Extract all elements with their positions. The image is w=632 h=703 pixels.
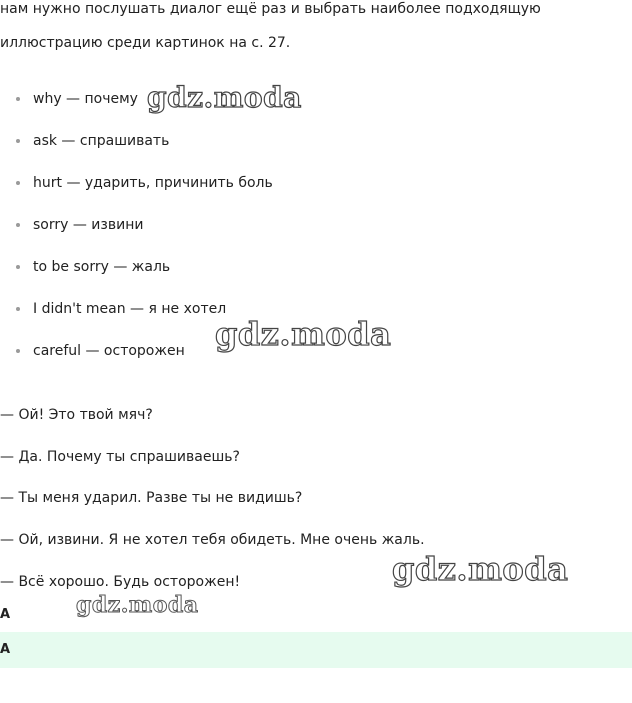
vocab-entry: hurt — ударить, причинить боль xyxy=(33,175,273,191)
bullet-icon xyxy=(16,139,20,143)
bullet-icon xyxy=(16,181,20,185)
vocab-entry: I didn't mean — я не хотел xyxy=(33,301,227,317)
dialog-line: — Ой, извини. Я не хотел тебя обидеть. Мне очень жаль. xyxy=(0,532,425,549)
bullet-icon xyxy=(16,349,20,353)
vocab-entry: why — почему xyxy=(33,91,138,107)
bullet-icon xyxy=(16,223,20,227)
list-item xyxy=(0,246,273,288)
answer-box: A xyxy=(0,632,632,668)
dialog-line: — Ой! Это твой мяч? xyxy=(0,407,153,423)
vocab-entry: to be sorry — жаль xyxy=(33,259,171,275)
vocab-entry: ask — спрашивать xyxy=(33,133,170,149)
answer-label: A xyxy=(0,607,11,622)
list-item xyxy=(0,120,273,162)
watermark-logo: gdz.moda xyxy=(147,81,302,114)
bullet-icon xyxy=(16,307,20,311)
dialog-line: — Ты меня ударил. Разве ты не видишь? xyxy=(0,490,303,507)
dialog-line: — Всё хорошо. Будь осторожен! xyxy=(0,573,241,590)
vocab-entry: careful — осторожен xyxy=(33,343,185,359)
dialog-list xyxy=(0,395,425,603)
list-item xyxy=(0,162,273,204)
watermark-logo: gdz.moda xyxy=(392,550,569,588)
vocab-entry: sorry — извини xyxy=(33,217,144,233)
watermark-logo: gdz.moda xyxy=(215,315,392,353)
dialog-line: — Да. Почему ты спрашиваешь? xyxy=(0,448,240,465)
bullet-icon xyxy=(16,265,20,269)
list-item xyxy=(0,204,273,246)
bullet-icon xyxy=(16,97,20,101)
watermark-logo: gdz.moda xyxy=(76,592,199,618)
intro-paragraph: нам нужно послушать диалог ещё раз и выбрать наиболее подходящую иллюстрацию среди картинок на с. 27. xyxy=(0,1,541,51)
